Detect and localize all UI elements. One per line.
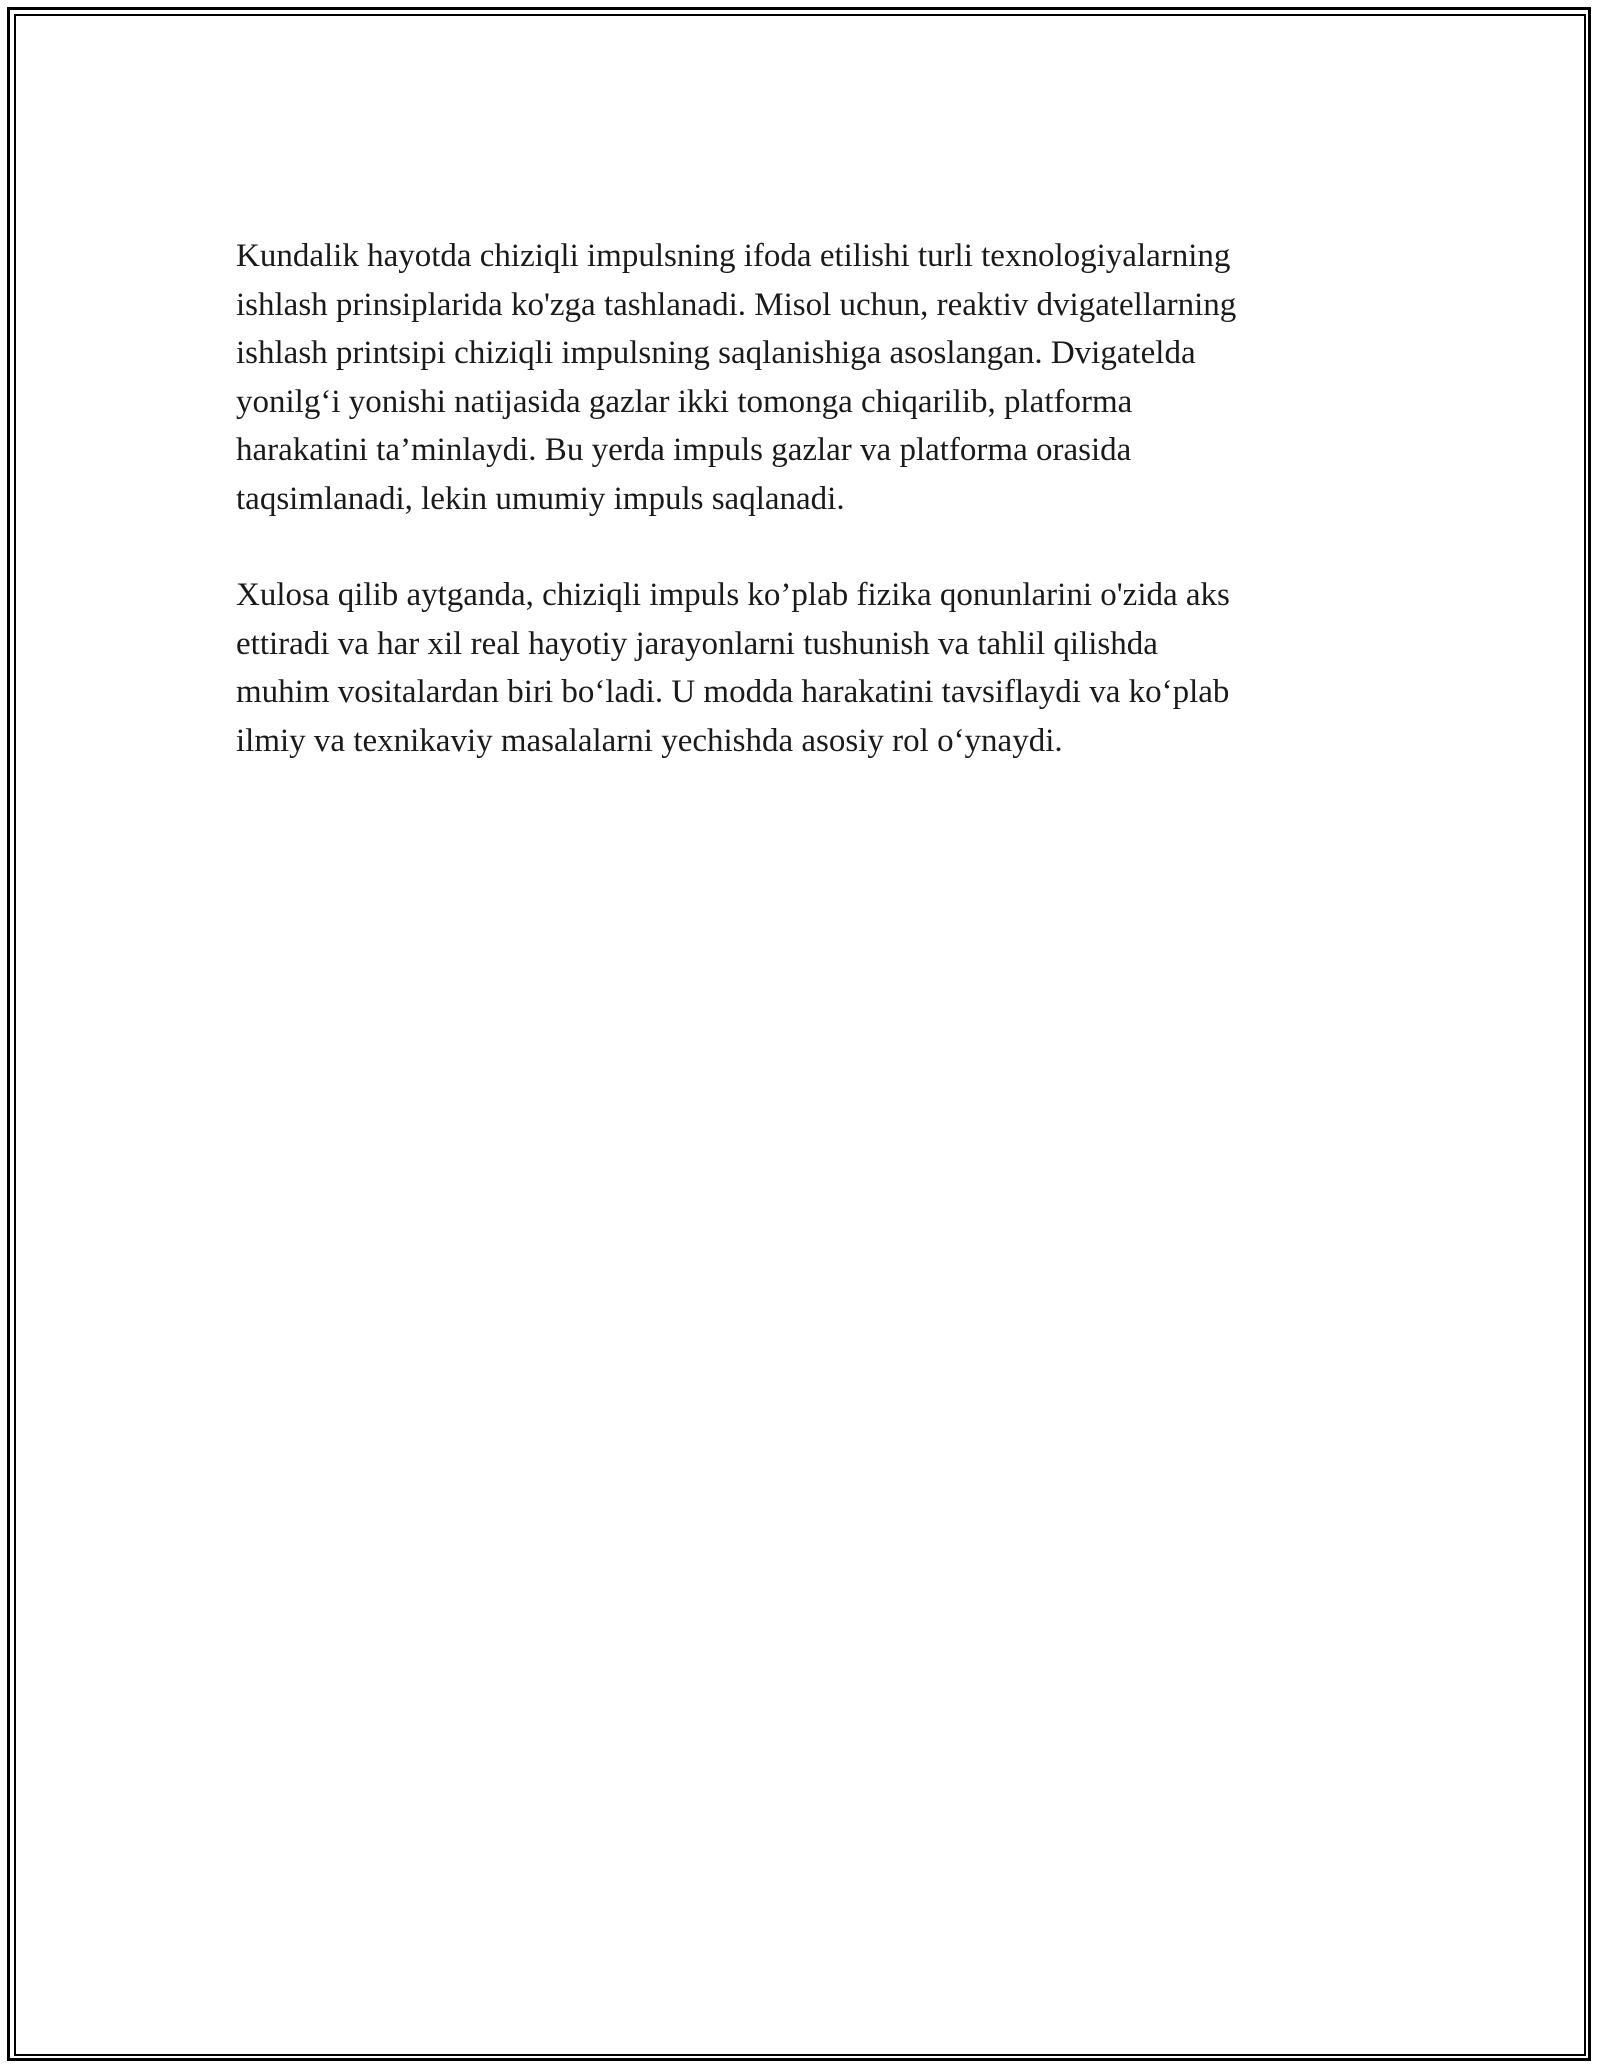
paragraph-line: ilmiy va texnikaviy masalalarni yechishda asosiy rol o‘ynaydi. — [236, 722, 1063, 759]
paragraph-1 — [236, 232, 1366, 523]
paragraph-line: Xulosa qilib aytganda, chiziqli impuls ko’plab fizika qonunlarini o'zida aks — [236, 577, 1230, 613]
paragraph-line: harakatini ta’minlaydi. Bu yerda impuls gazlar va platforma orasida — [236, 432, 1132, 468]
paragraph-line: yonilg‘i yonishi natijasida gazlar ikki tomonga chiqarilib, platforma — [236, 383, 1133, 420]
paragraph-line: ishlash prinsiplarida ko'zga tashlanadi. Misol uchun, reaktiv dvigatellarning — [236, 286, 1237, 323]
document-body — [236, 232, 1366, 765]
paragraph-line: ishlash printsipi chiziqli impulsning saqlanishiga asoslangan. Dvigatelda — [236, 335, 1196, 371]
paragraph-line: ettiradi va har xil real hayotiy jarayonlarni tushunish va tahlil qilishda — [236, 625, 1158, 662]
paragraph-line: taqsimlanadi, lekin umumiy impuls saqlanadi. — [236, 480, 845, 517]
paragraph-line: muhim vositalardan biri bo‘ladi. U modda harakatini tavsiflaydi va ko‘plab — [236, 674, 1230, 710]
paragraph-2 — [236, 571, 1366, 765]
paragraph-line: Kundalik hayotda chiziqli impulsning ifoda etilishi turli texnologiyalarning — [236, 238, 1231, 274]
